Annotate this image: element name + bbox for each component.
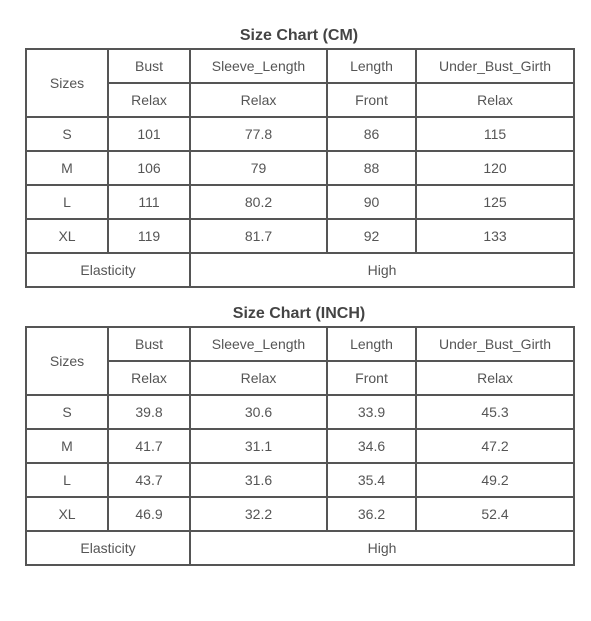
sizes-header: Sizes	[26, 49, 108, 117]
table-cell: 90	[327, 185, 416, 219]
length-subheader: Front	[327, 361, 416, 395]
table-cell: 45.3	[416, 395, 574, 429]
length-header: Length	[327, 327, 416, 361]
size-chart-cm-table	[25, 48, 575, 288]
table-cell: 125	[416, 185, 574, 219]
table-cell: 46.9	[108, 497, 190, 531]
table-cell: 77.8	[190, 117, 327, 151]
size-chart-inch-title: Size Chart (INCH)	[232, 305, 366, 322]
table-cell: 111	[108, 185, 190, 219]
table-cell: 88	[327, 151, 416, 185]
size-label: XL	[26, 497, 108, 531]
table-cell: 79	[190, 151, 327, 185]
size-label: S	[26, 395, 108, 429]
table-cell: 133	[416, 219, 574, 253]
table-cell: 41.7	[108, 429, 190, 463]
table-cell: 106	[108, 151, 190, 185]
size-chart-cm-title: Size Chart (CM)	[239, 27, 359, 44]
table-cell: 119	[108, 219, 190, 253]
table-cell: 120	[416, 151, 574, 185]
table-row	[26, 429, 574, 463]
size-label: M	[26, 429, 108, 463]
elasticity-value: High	[190, 253, 574, 287]
sleeve-length-header: Sleeve_Length	[190, 327, 327, 361]
table-cell: 31.1	[190, 429, 327, 463]
sleeve-length-header: Sleeve_Length	[190, 49, 327, 83]
table-row	[26, 117, 574, 151]
table-cell: 52.4	[416, 497, 574, 531]
elasticity-label: Elasticity	[26, 531, 190, 565]
table-row	[26, 463, 574, 497]
table-cell: 115	[416, 117, 574, 151]
bust-header: Bust	[108, 49, 190, 83]
sizes-header: Sizes	[26, 327, 108, 395]
table-cell: 35.4	[327, 463, 416, 497]
elasticity-row	[26, 531, 574, 565]
elasticity-label: Elasticity	[26, 253, 190, 287]
under-bust-girth-header: Under_Bust_Girth	[416, 49, 574, 83]
table-cell: 32.2	[190, 497, 327, 531]
table-cell: 80.2	[190, 185, 327, 219]
size-label: S	[26, 117, 108, 151]
table-header-row	[26, 49, 574, 83]
size-label: L	[26, 463, 108, 497]
table-cell: 101	[108, 117, 190, 151]
table-cell: 30.6	[190, 395, 327, 429]
elasticity-row	[26, 253, 574, 287]
table-subheader-row	[26, 361, 574, 395]
table-cell: 92	[327, 219, 416, 253]
table-cell: 81.7	[190, 219, 327, 253]
size-label: L	[26, 185, 108, 219]
table-row	[26, 497, 574, 531]
table-cell: 39.8	[108, 395, 190, 429]
under-bust-girth-subheader: Relax	[416, 361, 574, 395]
length-header: Length	[327, 49, 416, 83]
sleeve-length-subheader: Relax	[190, 83, 327, 117]
table-header-row	[26, 327, 574, 361]
under-bust-girth-header: Under_Bust_Girth	[416, 327, 574, 361]
table-cell: 43.7	[108, 463, 190, 497]
elasticity-value: High	[190, 531, 574, 565]
table-cell: 49.2	[416, 463, 574, 497]
table-subheader-row	[26, 83, 574, 117]
under-bust-girth-subheader: Relax	[416, 83, 574, 117]
bust-header: Bust	[108, 327, 190, 361]
size-chart-inch-table	[25, 326, 575, 566]
table-row	[26, 395, 574, 429]
table-cell: 36.2	[327, 497, 416, 531]
table-row	[26, 219, 574, 253]
table-row	[26, 151, 574, 185]
size-label: XL	[26, 219, 108, 253]
table-row	[26, 185, 574, 219]
table-cell: 33.9	[327, 395, 416, 429]
bust-subheader: Relax	[108, 83, 190, 117]
sleeve-length-subheader: Relax	[190, 361, 327, 395]
length-subheader: Front	[327, 83, 416, 117]
bust-subheader: Relax	[108, 361, 190, 395]
table-cell: 86	[327, 117, 416, 151]
size-label: M	[26, 151, 108, 185]
table-cell: 31.6	[190, 463, 327, 497]
table-cell: 34.6	[327, 429, 416, 463]
table-cell: 47.2	[416, 429, 574, 463]
